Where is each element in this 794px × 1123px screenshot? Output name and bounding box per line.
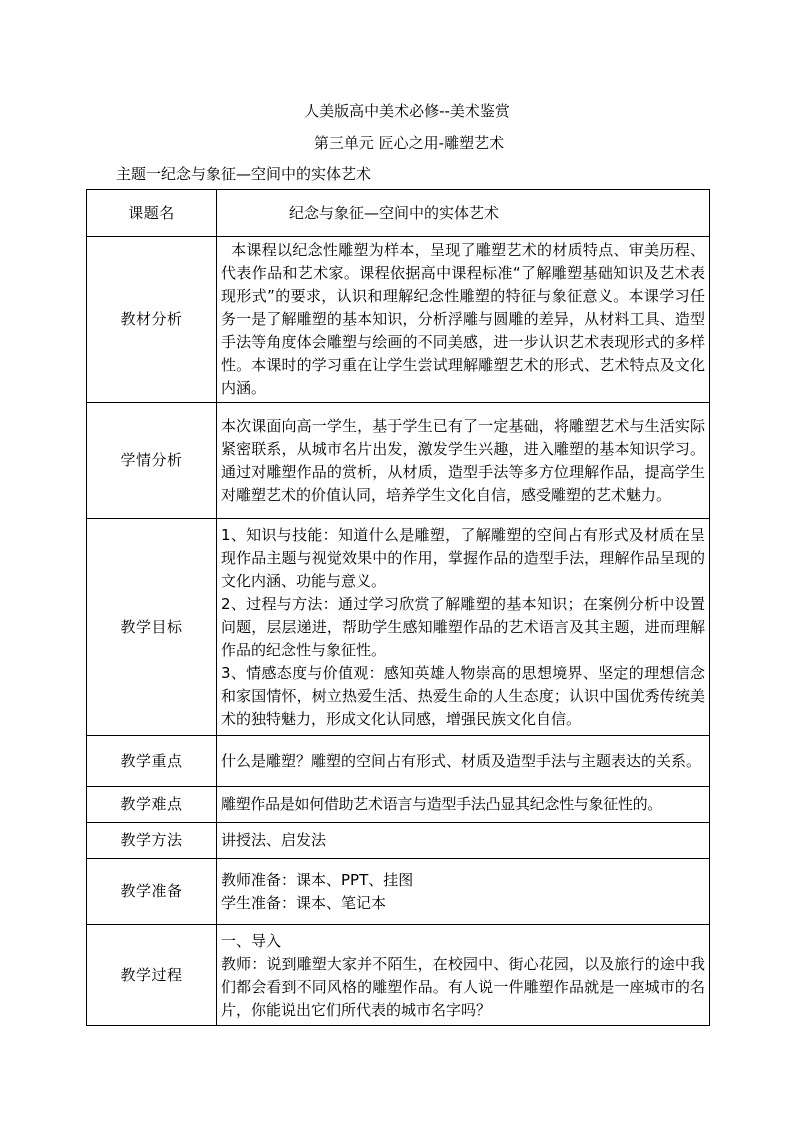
table-row-objectives	[87, 519, 710, 736]
lesson-plan-table	[86, 189, 710, 1026]
paragraph: 学生准备：课本、笔记本	[221, 893, 387, 912]
row-label: 教学准备	[87, 859, 217, 925]
paragraph: 3、情感态度与价值观：感知英雄人物崇高的思想境界、坚定的理想信念和家国情怀，树立热爱生活、热爱生命的人生态度；认识中国优秀传统美术的独特魅力，形成文化认同感，增强民族文化自信。	[221, 663, 705, 728]
row-content	[217, 823, 710, 859]
theme-title: 主题一纪念与象征—空间中的实体艺术	[116, 165, 372, 183]
row-content	[217, 519, 710, 736]
paragraph: 本课程以纪念性雕塑为样本，呈现了雕塑艺术的材质特点、审美历程、代表作品和艺术家。课程依据高中课程标准“了解雕塑基础知识及艺术表现形式”的要求，认识和理解纪念性雕塑的特征与象征意义。本课学习任务一是了解雕塑的基本知识，分析浮雕与圆雕的差异，从材料工具、造型手法等角度体会雕塑与绘画的不同美感，进一步认识艺术表现形式的多样性。本课时的学习重在让学生尝试理解雕塑艺术的形式、艺术特点及文化内涵。	[221, 241, 705, 397]
paragraph: 教师准备：课本、PPT、挂图	[221, 870, 414, 889]
row-content	[217, 787, 710, 823]
table-row-preparation	[87, 859, 710, 925]
paragraph: 雕塑作品是如何借助艺术语言与造型手法凸显其纪念性与象征性的。	[221, 795, 663, 813]
paragraph: 什么是雕塑？雕塑的空间占有形式、材质及造型手法与主题表达的关系。	[221, 751, 702, 770]
row-label: 教学过程	[87, 925, 217, 1026]
row-content	[217, 403, 710, 519]
row-label: 课题名	[87, 190, 217, 237]
document-title: 人美版高中美术必修--美术鉴赏	[304, 102, 510, 120]
table-row-textbook-analysis	[87, 237, 710, 403]
paragraph: 2、过程与方法：通过学习欣赏了解雕塑的基本知识；在案例分析中设置问题，层层递进，帮助学生感知雕塑作品的艺术语言及其主题，进而理解作品的纪念性与象征性。	[221, 594, 705, 659]
table-row-topic	[87, 190, 710, 237]
paragraph: 一、导入	[221, 932, 282, 950]
row-label: 教学重点	[87, 736, 217, 787]
table-row-process	[87, 925, 710, 1026]
row-label: 教学难点	[87, 787, 217, 823]
topic-value	[217, 190, 710, 237]
row-content	[217, 237, 710, 403]
row-content	[217, 925, 710, 1026]
paragraph: 1、知识与技能：知道什么是雕塑，了解雕塑的空间占有形式及材质在呈现作品主题与视觉效果中的作用，掌握作品的造型手法，理解作品呈现的文化内涵、功能与意义。	[221, 525, 705, 590]
table-row-student-analysis	[87, 403, 710, 519]
row-content	[217, 736, 710, 787]
paragraph: 本次课面向高一学生，基于学生已有了一定基础，将雕塑艺术与生活实际紧密联系，从城市名片出发，激发学生兴趣，进入雕塑的基本知识学习。通过对雕塑作品的赏析，从材质，造型手法等多方位理解作品，提高学生对雕塑艺术的价值认同，培养学生文化自信，感受雕塑的艺术魅力。	[221, 416, 705, 504]
table-row-key-points	[87, 736, 710, 787]
row-label: 教学方法	[87, 823, 217, 859]
unit-title: 第三单元 匠心之用-雕塑艺术	[313, 134, 505, 152]
table-row-difficult-points	[87, 787, 710, 823]
row-label: 教学目标	[87, 519, 217, 736]
paragraph: 教师：说到雕塑大家并不陌生，在校园中、街心花园，以及旅行的途中我们都会看到不同风格的雕塑作品。有人说一件雕塑作品就是一座城市的名片，你能说出它们所代表的城市名字吗？	[221, 955, 705, 1019]
table-row-methods	[87, 823, 710, 859]
row-label: 教材分析	[87, 237, 217, 403]
row-label: 学情分析	[87, 403, 217, 519]
row-content	[217, 859, 710, 925]
paragraph: 讲授法、启发法	[221, 831, 327, 849]
topic-text: 纪念与象征—空间中的实体艺术	[289, 203, 500, 222]
